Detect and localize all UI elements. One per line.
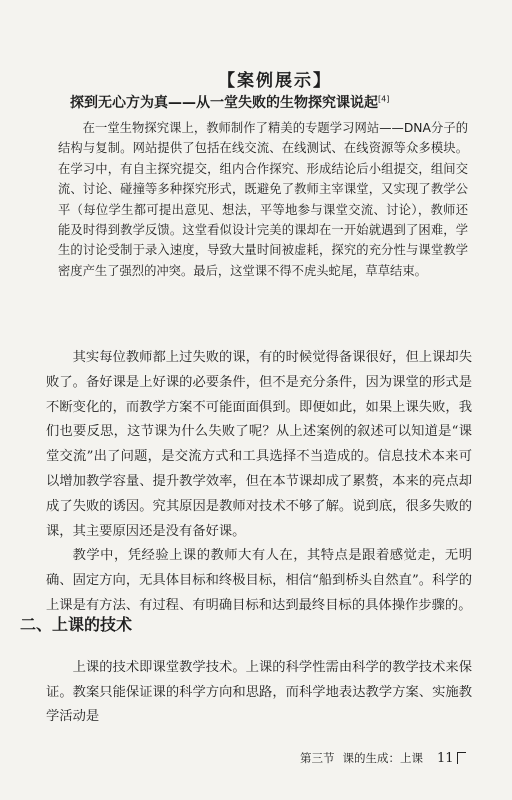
section-paragraph-1: 上课的技术即课堂教学技术。上课的科学性需由科学的教学技术来保证。教案只能保证课的科学方向和思路，而科学地表达教学方案、实施教学活动是	[46, 660, 472, 725]
footer-title: 课的生成：上课	[342, 751, 423, 765]
footer-chapter: 第三节	[300, 751, 335, 765]
page-number: 11	[437, 750, 454, 766]
case-study-heading: 【案例展示】	[218, 70, 332, 91]
case-study-box	[46, 66, 466, 296]
body-paragraph-2: 教学中，凭经验上课的教师大有人在，其特点是跟着感觉走，无明确、固定方向，无具体目标和终极目标，相信“船到桥头自然直”。科学的上课是有方法、有过程、有明确目标和达到最终目标的具体操作步骤的。	[46, 548, 472, 613]
section-heading: 二、上课的技术	[20, 615, 133, 634]
case-study-body	[58, 118, 468, 281]
section-text	[46, 656, 472, 730]
page-footer	[300, 748, 490, 768]
corner-mark-icon	[457, 752, 466, 764]
case-study-paragraph: 在一堂生物探究课上，教师制作了精美的专题学习网站——DNA分子的结构与复制。网站提供了包括在线交流、在线测试、在线资源等众多模块。在学习中，有自主探究提交，组内合作探究、形成结论后小组提交，组间交流、讨论、碰撞等多种探究形式，既避免了教师主宰课堂，又实现了教学公平（每位学生都可提出意见、想法，平等地参与课堂交流、讨论），教师还能及时得到教学反馈。这堂看似设计完美的课却在一开始就遇到了困难，学生的讨论受制于录入速度，导致大量时间被虚耗，探究的充分性与课堂教学密度产生了强烈的冲突。最后，这堂课不得不虎头蛇尾，草草结束。	[58, 121, 468, 278]
body-paragraph-1: 其实每位教师都上过失败的课，有的时候觉得备课很好，但上课却失败了。备好课是上好课的必要条件，但不是充分条件，因为课堂的形式是不断变化的，而教学方案不可能面面俱到。即便如此，如果上课失败，我们也要反思，这节课为什么失败了呢？从上述案例的叙述可以知道是“课堂交流”出了问题，是交流方式和工具选择不当造成的。信息技术本来可以增加教学容量、提升教学效率，但在本节课却成了累赘，本来的亮点却成了失败的诱因。究其原因是教师对技术不够了解。说到底，很多失败的课，其主要原因还是没有备好课。	[46, 350, 472, 539]
case-study-subtitle	[70, 92, 470, 112]
main-text	[46, 346, 472, 619]
case-study-subtitle-text: 探到无心方为真——从一堂失败的生物探究课说起	[70, 95, 378, 111]
citation-mark: [4]	[378, 94, 390, 104]
